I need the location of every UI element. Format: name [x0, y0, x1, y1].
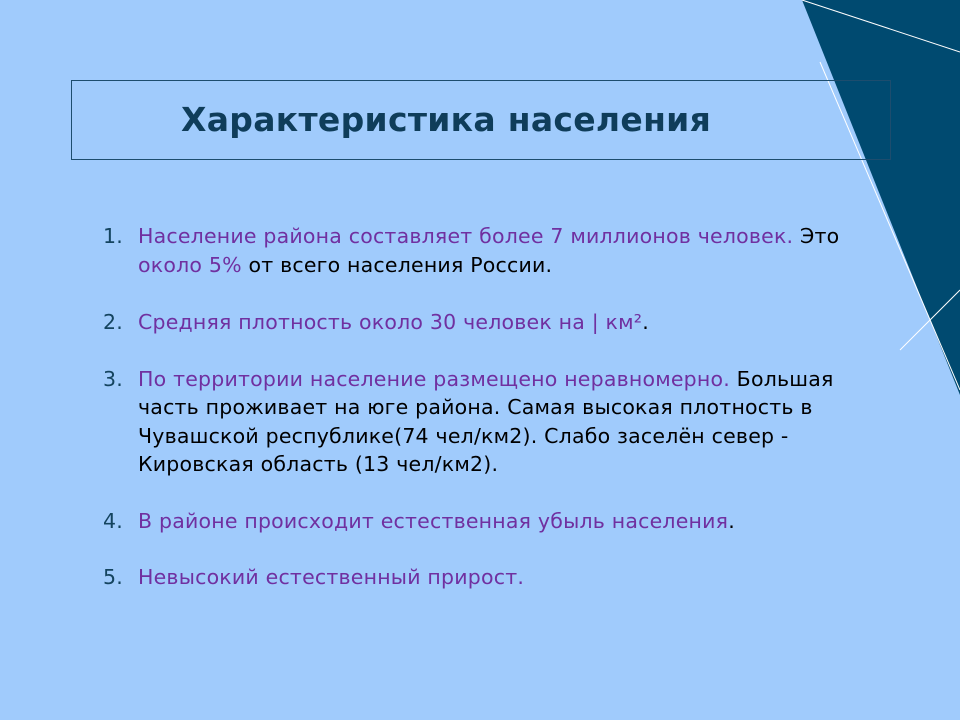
item-text-highlight: В районе происходит естественная убыль населения [138, 508, 729, 533]
item-text-highlight: По территории население размещено неравномерно. [138, 366, 730, 391]
slide-title: Характеристика населения [181, 100, 712, 139]
item-text: . [728, 508, 735, 533]
list-item [103, 308, 883, 337]
list-item [103, 365, 883, 479]
item-text-highlight: Невысокий естественный прирост. [138, 565, 525, 589]
item-text-highlight: Средняя плотность около 30 человек на | км² [138, 310, 643, 334]
item-text-highlight: Население района составляет более 7 миллионов человек. [138, 224, 794, 248]
list-item [103, 222, 883, 279]
item-text: Это [793, 224, 840, 248]
bullet-list [103, 222, 883, 592]
item-text: от всего населения России. [241, 252, 553, 277]
item-number: 5. [103, 565, 123, 589]
item-text: . [642, 310, 649, 334]
item-text: Большая часть проживает на юге района. Самая высокая плотность в Чувашской республике(74 чел/км2). Слабо заселён север - Кировская область (13 чел/км2). [138, 366, 834, 476]
item-number: 1. [103, 224, 123, 248]
item-number: 4. [103, 508, 123, 533]
list-item [103, 563, 883, 592]
item-text-highlight: около 5% [138, 252, 242, 277]
list-item [103, 507, 883, 536]
item-number: 3. [103, 366, 123, 391]
item-number: 2. [103, 310, 123, 334]
